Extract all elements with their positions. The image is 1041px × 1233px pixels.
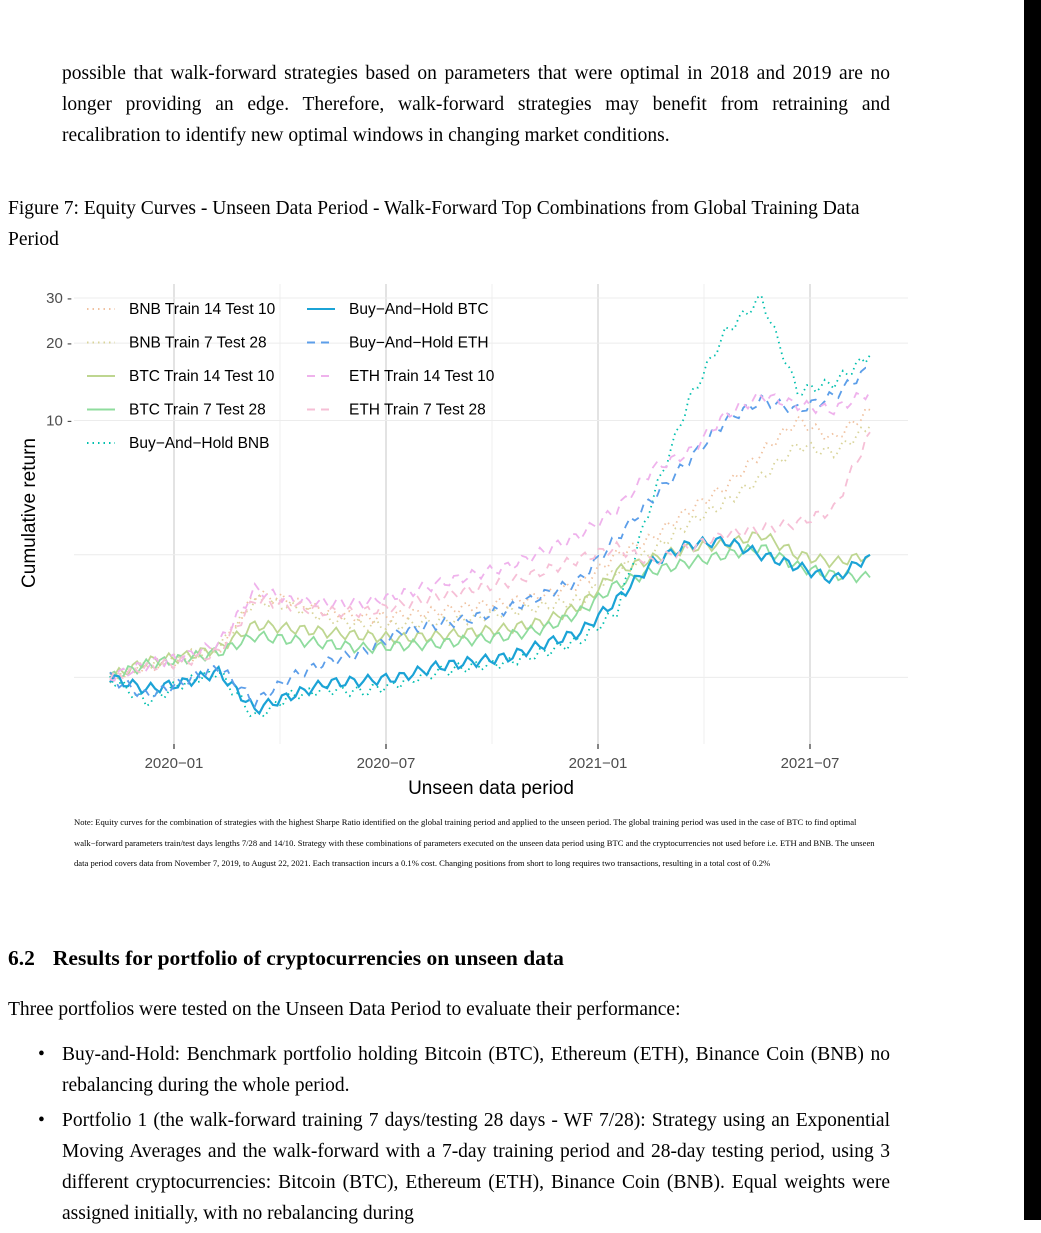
body-paragraph: possible that walk-forward strategies based on parameters that were optimal in 2018 and 2019 are no longer providing an edge. Therefore, walk-forward strategies may benefit from retraining and recalibration to identify new optimal windows in changing market conditions.	[62, 63, 890, 146]
x-tick-label: 2021−01	[568, 755, 628, 772]
section-number: 6.2	[8, 946, 35, 970]
legend-label: BNB Train 14 Test 10	[129, 301, 276, 318]
page-edge-bar	[1024, 0, 1041, 1220]
section-intro: Three portfolios were tested on the Unseen Data Period to evaluate their performance:	[8, 999, 681, 1020]
legend-label: Buy−And−Hold ETH	[349, 334, 489, 352]
x-tick-label: 2020−01	[144, 755, 204, 772]
section-heading	[8, 946, 564, 971]
portfolio-list	[0, 1039, 890, 1233]
legend-label: BNB Train 7 Test 28	[129, 334, 267, 352]
legend-label: ETH Train 14 Test 10	[349, 368, 495, 385]
figure-caption: Figure 7: Equity Curves - Unseen Data Period - Walk-Forward Top Combinations from Global Training Data Period	[8, 198, 860, 250]
series-line	[110, 368, 870, 707]
list-item: • Buy-and-Hold: Benchmark portfolio holding Bitcoin (BTC), Ethereum (ETH), Binance Coin (BNB) no rebalancing during the whole period.	[38, 1044, 890, 1096]
x-axis-title: Unseen data period	[408, 778, 574, 799]
y-tick-label: 30 -	[46, 289, 72, 307]
series-line	[110, 537, 870, 714]
legend-label: BTC Train 7 Test 28	[129, 401, 266, 419]
y-tick-label: 10 -	[46, 412, 72, 430]
legend	[87, 301, 495, 452]
legend-label: Buy−And−Hold BNB	[129, 435, 270, 452]
section-title: Results for portfolio of cryptocurrencies on unseen data	[52, 946, 564, 970]
list-item: • Portfolio 1 (the walk-forward training 7 days/testing 28 days - WF 7/28): Strategy using an Exponential Moving Averages and the walk-forward with a 7-day training period and 28-day testing period, using 3 different cryptocurrencies: Bitcoin (BTC), Ethereum (ETH), Binance Coin (BNB). Equal weights were assigned initially, with no rebalancing during	[38, 1110, 890, 1224]
legend-label: ETH Train 7 Test 28	[349, 401, 486, 419]
equity-curves-chart	[0, 280, 1020, 810]
legend-label: Buy−And−Hold BTC	[349, 301, 489, 318]
legend-label: BTC Train 14 Test 10	[129, 368, 275, 385]
figure-note: Note: Equity curves for the combination of strategies with the highest Sharpe Ratio identified on the global training period and applied to the unseen period. The global training period was used in the case of BTC to find optimal walk−forward parameters train/test days lengths 7/28 and 14/10. Strategy with these combinations of parameters executed on the unseen data period using BTC and the cryptocurrencies not used before i.e. ETH and BNB. The unseen data period covers data from November 7, 2019, to August 22, 2021. Each transaction incurs a 0.1% cost. Changing positions from short to long requires two transactions, resulting in a total cost of 0.2%	[74, 817, 875, 868]
x-tick-label: 2020−07	[356, 755, 416, 772]
y-tick-label: 20 -	[46, 335, 72, 353]
x-tick-label: 2021−07	[780, 755, 840, 772]
y-axis-title: Cumulative return	[19, 438, 40, 588]
